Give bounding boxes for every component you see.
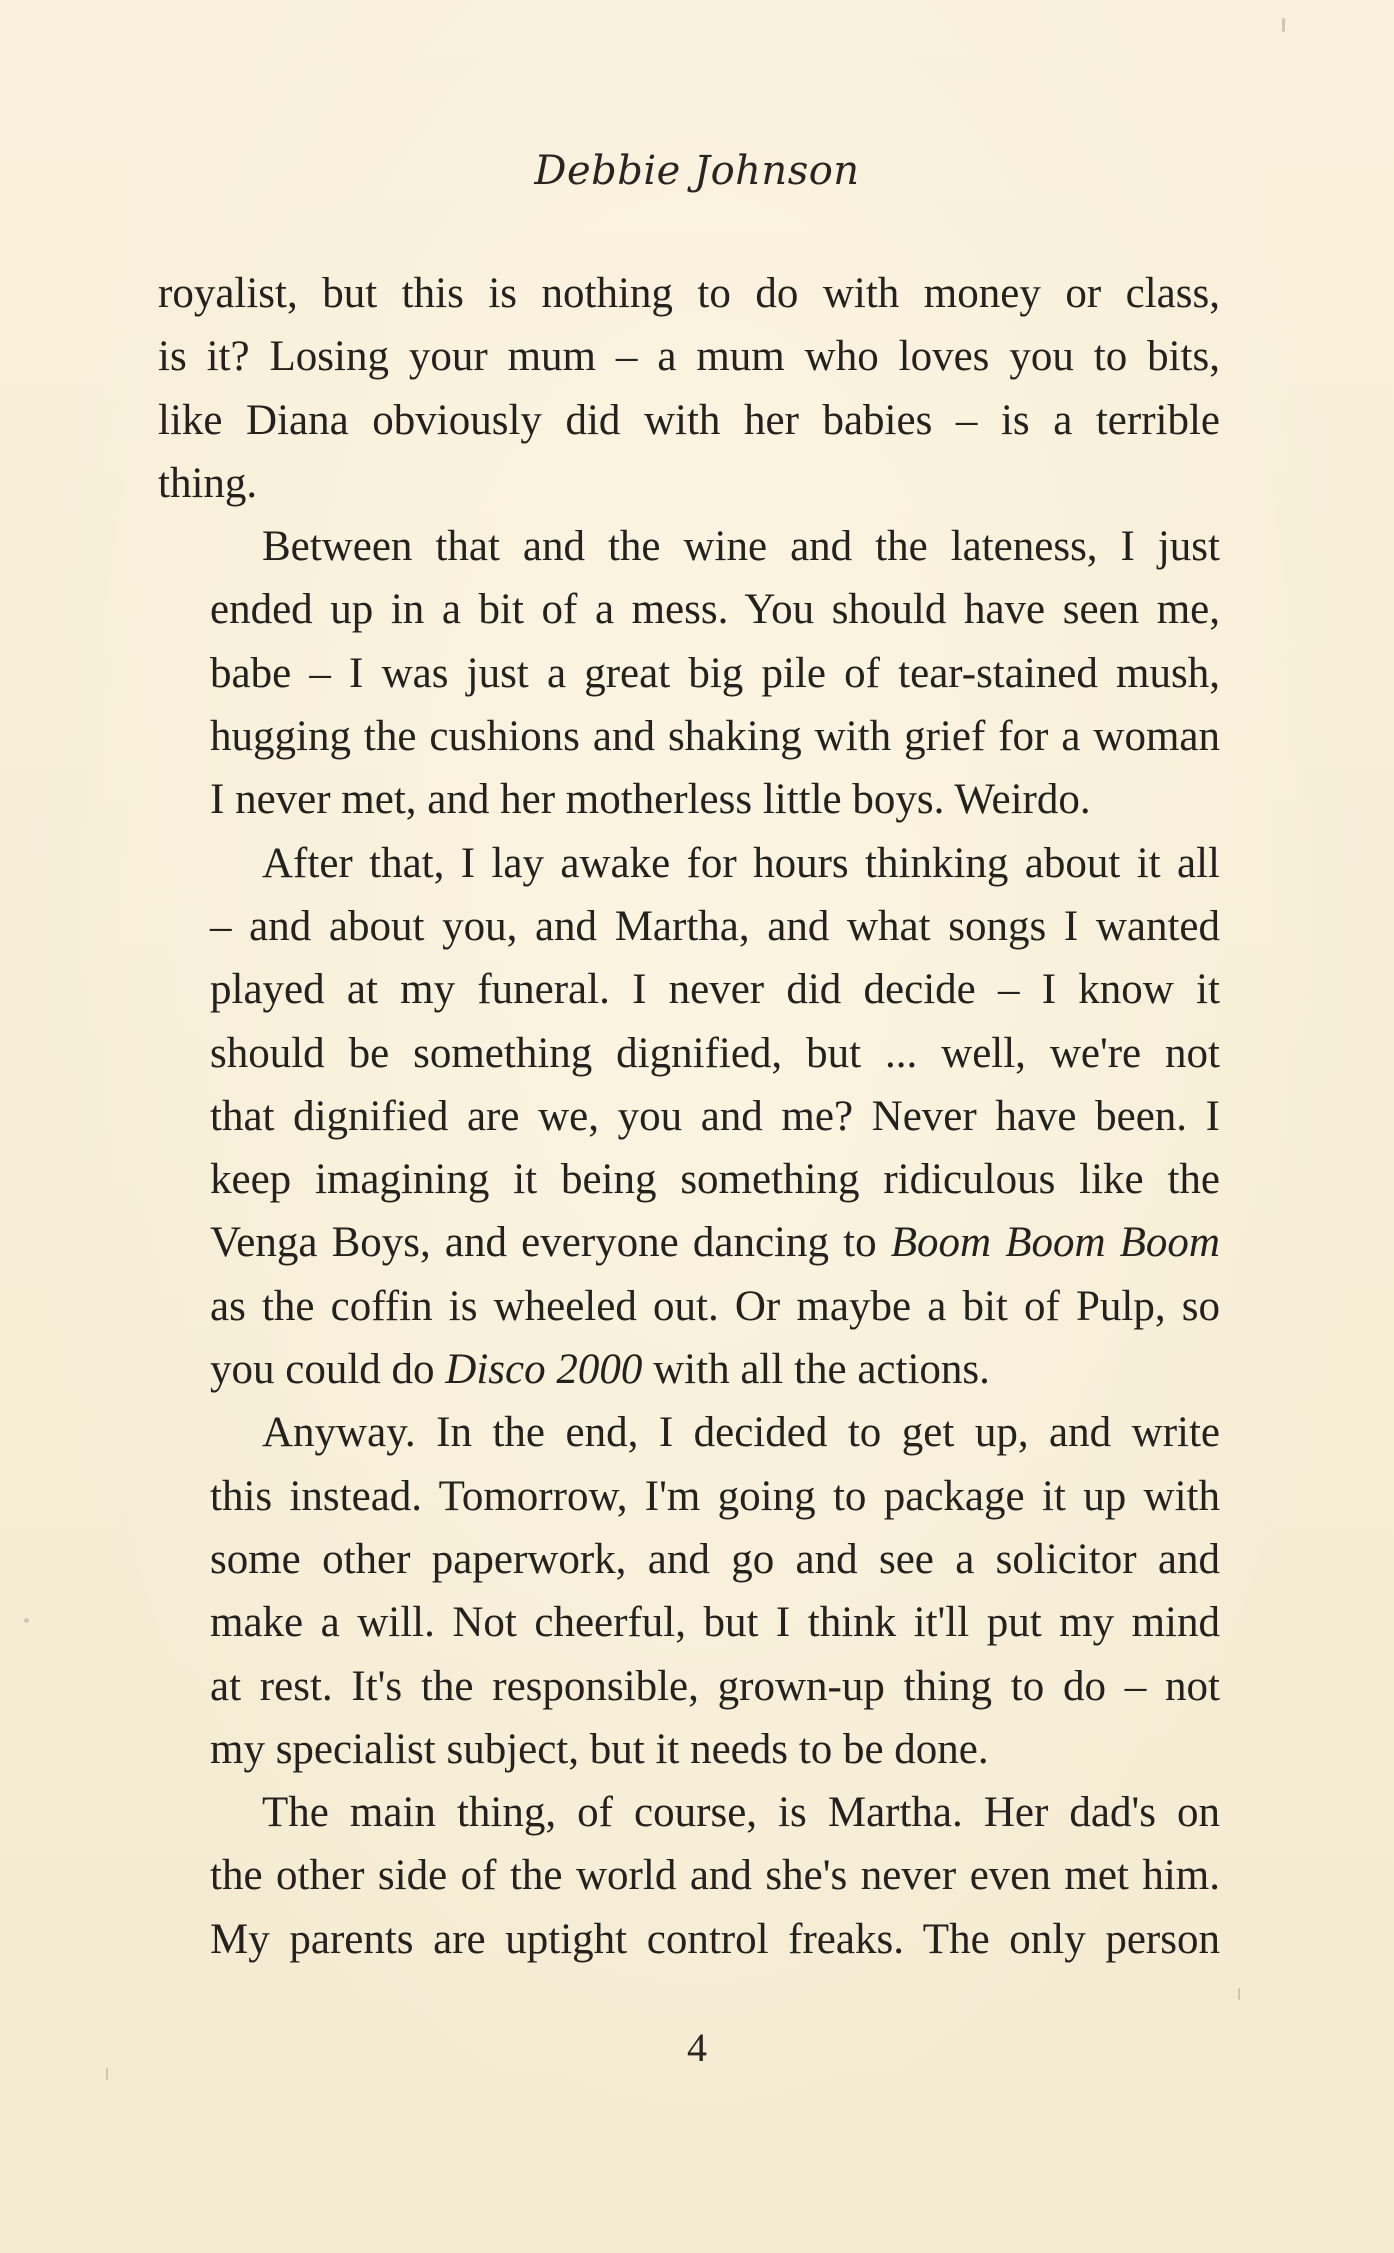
text-run: you could do — [210, 1346, 446, 1394]
text-line: ended up in a bit of a mess. You should have seen me, — [210, 586, 1220, 634]
paragraph-2 — [158, 515, 1220, 831]
text-line: this instead. Tomorrow, I'm going to package it up with — [210, 1472, 1220, 1520]
text-line — [158, 1338, 1220, 1401]
body-text — [158, 262, 1220, 1971]
text-run: Venga Boys, and everyone dancing to — [210, 1219, 891, 1267]
text-line: My parents are uptight control freaks. The only person — [210, 1915, 1220, 1963]
text-line: that dignified are we, you and me? Never have been. I — [210, 1092, 1220, 1140]
text-line: hugging the cushions and shaking with grief for a woman — [210, 713, 1220, 761]
text-line: make a will. Not cheerful, but I think it'll put my mind — [210, 1599, 1220, 1647]
paragraph-3 — [158, 832, 1220, 1402]
paper-speck — [106, 2068, 108, 2080]
text-line: I never met, and her motherless little boys. Weirdo. — [210, 776, 1091, 824]
text-line — [158, 1211, 1220, 1274]
paragraph-4 — [158, 1401, 1220, 1781]
song-title-italic: Disco 2000 — [445, 1346, 643, 1394]
text-line: played at my funeral. I never did decide – I know it — [210, 966, 1220, 1014]
paragraph-5 — [158, 1781, 1220, 1971]
text-line: like Diana obviously did with her babies – is a terrible — [158, 396, 1220, 444]
text-line: is it? Losing your mum – a mum who loves you to bits, — [158, 333, 1220, 381]
text-line: some other paperwork, and go and see a solicitor and — [210, 1535, 1220, 1583]
text-line: should be something dignified, but ... well, we're not — [210, 1029, 1220, 1077]
text-line: as the coffin is wheeled out. Or maybe a bit of Pulp, so — [210, 1282, 1220, 1330]
text-line: the other side of the world and she's never even met him. — [210, 1852, 1220, 1900]
paper-speck — [1282, 18, 1285, 32]
paper-speck — [24, 1618, 29, 1623]
text-line: After that, I lay awake for hours thinking about it all — [262, 839, 1220, 887]
text-line: The main thing, of course, is Martha. Her dad's on — [262, 1789, 1220, 1837]
text-line: Between that and the wine and the lateness, I just — [262, 523, 1220, 571]
text-line: keep imagining it being something ridiculous like the — [210, 1156, 1220, 1204]
paper-speck — [1238, 1988, 1240, 2000]
text-run: with all the actions. — [642, 1346, 990, 1394]
text-line: babe – I was just a great big pile of tear-stained mush, — [210, 649, 1220, 697]
paragraph-1 — [158, 262, 1220, 515]
text-line: royalist, but this is nothing to do with money or class, — [158, 270, 1220, 317]
text-line: Anyway. In the end, I decided to get up, and write — [262, 1409, 1220, 1457]
running-head-author: Debbie Johnson — [534, 148, 860, 194]
page-number: 4 — [687, 2025, 707, 2070]
song-title-italic: Boom Boom Boom — [890, 1219, 1220, 1267]
text-line: my specialist subject, but it needs to be done. — [210, 1725, 989, 1773]
text-line: thing. — [158, 459, 258, 507]
text-line: – and about you, and Martha, and what songs I wanted — [210, 902, 1220, 950]
text-line: at rest. It's the responsible, grown-up thing to do – not — [210, 1662, 1220, 1710]
